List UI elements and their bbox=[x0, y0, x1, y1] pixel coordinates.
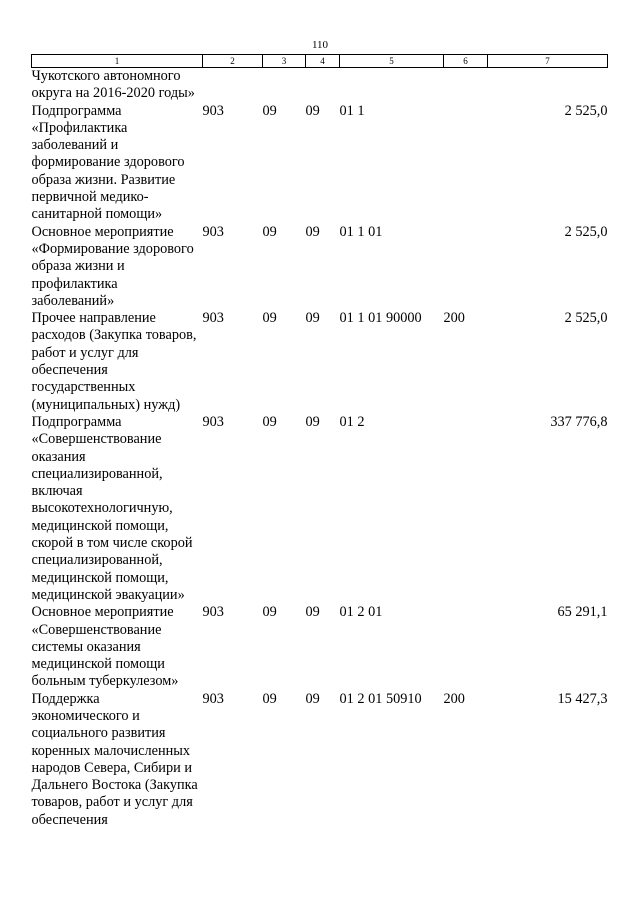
row-section: 09 bbox=[262, 223, 277, 240]
row-ministry: 903 bbox=[202, 223, 224, 240]
row-ministry: 903 bbox=[202, 690, 224, 707]
row-expense-type: 200 bbox=[443, 310, 465, 327]
row-subsection: 09 bbox=[305, 102, 320, 119]
row-target: 01 1 01 bbox=[339, 223, 383, 240]
row-name: Подпрограмма «Профилактика заболеваний и формирование здорового образа жизни. Развитие первичной медико-санитарной помощи» bbox=[31, 102, 185, 223]
row-expense-type bbox=[444, 224, 488, 310]
header-row bbox=[32, 55, 608, 68]
table-row bbox=[32, 310, 608, 414]
row-target: 01 2 01 50910 bbox=[339, 690, 422, 707]
row-section: 09 bbox=[262, 604, 277, 621]
row-amount: 65 291,1 bbox=[557, 604, 608, 621]
row-amount: 15 427,3 bbox=[557, 690, 608, 707]
table-row bbox=[32, 414, 608, 604]
row-section: 09 bbox=[262, 102, 277, 119]
row-name: Поддержка экономического и социального развития коренных малочисленных народов Севера, Сибири и Дальнего Востока (Закупка товаров, работ и услуг для обеспечения bbox=[31, 690, 198, 828]
row-subsection: 09 bbox=[305, 690, 320, 707]
row-amount: 2 525,0 bbox=[564, 102, 608, 119]
row-subsection: 09 bbox=[305, 310, 320, 327]
row-expense-type bbox=[444, 68, 488, 103]
row-ministry bbox=[203, 68, 263, 103]
col-header-amount: 7 bbox=[488, 55, 608, 68]
row-target: 01 1 01 90000 bbox=[339, 310, 422, 327]
row-section: 09 bbox=[262, 310, 277, 327]
row-ministry: 903 bbox=[202, 604, 224, 621]
row-section: 09 bbox=[262, 690, 277, 707]
row-name: Подпрограмма «Совершенствование оказания специализированной, включая высокотехнологичную, медицинской помощи, скорой в том числе скорой специализированной, медицинской помощи, медицинской эвакуации» bbox=[31, 413, 193, 603]
col-header-expense-type: 6 bbox=[444, 55, 488, 68]
row-expense-type bbox=[444, 103, 488, 224]
table-header bbox=[32, 55, 608, 68]
table-body bbox=[32, 68, 608, 830]
row-amount: 2 525,0 bbox=[564, 223, 608, 240]
row-amount: 337 776,8 bbox=[550, 413, 608, 430]
table-row bbox=[32, 103, 608, 224]
row-expense-type: 200 bbox=[443, 690, 465, 707]
row-amount: 2 525,0 bbox=[564, 310, 608, 327]
row-target: 01 2 01 bbox=[339, 604, 383, 621]
row-section: 09 bbox=[262, 413, 277, 430]
row-subsection bbox=[306, 68, 340, 103]
row-name: Основное мероприятие «Совершенствование системы оказания медицинской помощи больным туберкулезом» bbox=[31, 604, 179, 690]
row-ministry: 903 bbox=[202, 310, 224, 327]
row-subsection: 09 bbox=[305, 223, 320, 240]
col-header-subsection: 4 bbox=[306, 55, 340, 68]
table-row bbox=[32, 224, 608, 310]
row-target bbox=[340, 68, 444, 103]
row-ministry: 903 bbox=[202, 413, 224, 430]
table-row bbox=[32, 68, 608, 103]
row-section bbox=[263, 68, 306, 103]
row-target: 01 2 bbox=[339, 413, 365, 430]
row-expense-type bbox=[444, 604, 488, 690]
table-row bbox=[32, 691, 608, 829]
row-amount bbox=[488, 68, 608, 103]
budget-table bbox=[31, 54, 608, 829]
row-expense-type bbox=[444, 414, 488, 604]
row-name: Чукотского автономного округа на 2016-2020 годы» bbox=[31, 68, 195, 102]
col-header-name: 1 bbox=[32, 55, 203, 68]
row-name: Прочее направление расходов (Закупка товаров, работ и услуг для обеспечения государственных (муниципальных) нужд) bbox=[31, 310, 197, 413]
col-header-target: 5 bbox=[340, 55, 444, 68]
row-subsection: 09 bbox=[305, 413, 320, 430]
col-header-section: 3 bbox=[263, 55, 306, 68]
row-name: Основное мероприятие «Формирование здорового образа жизни и профилактика заболеваний» bbox=[31, 223, 194, 309]
table-row bbox=[32, 604, 608, 690]
row-subsection: 09 bbox=[305, 604, 320, 621]
row-target: 01 1 bbox=[339, 102, 365, 119]
row-ministry: 903 bbox=[202, 102, 224, 119]
col-header-ministry: 2 bbox=[203, 55, 263, 68]
page-number: 110 bbox=[311, 39, 329, 51]
